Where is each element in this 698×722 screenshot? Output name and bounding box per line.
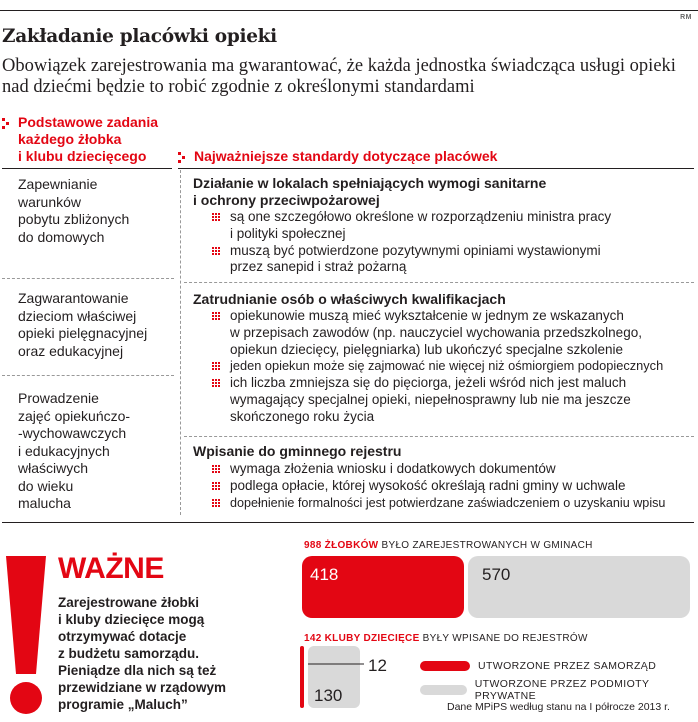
standard-section-title — [193, 291, 506, 308]
task-line: dzieciom właściwej — [18, 307, 137, 324]
arrow-icon — [2, 117, 12, 134]
section-title-line: Zatrudnianie osób o właściwych kwalifikacjach — [193, 291, 506, 307]
standard-bullet-list — [212, 308, 692, 426]
chart2-bar-public — [300, 646, 304, 708]
standard-bullet — [212, 209, 692, 243]
task-line: -wychowawczych — [18, 425, 127, 441]
important-line: programie „Maluch” — [58, 697, 188, 712]
legend — [420, 660, 698, 702]
chart2-svg — [300, 646, 400, 708]
legend-label: UTWORZONE PRZEZ PODMIOTY PRYWATNE — [474, 678, 650, 702]
legend-label: UTWORZONE PRZEZ SAMORZĄD — [478, 660, 657, 672]
chart1-caption-rest: BYŁO ZAREJESTROWANYCH W GMINACH — [378, 540, 593, 551]
task-line: Prowadzenie — [18, 390, 99, 406]
right-column-heading — [178, 148, 497, 164]
task-line: zajęć opiekuńczo- — [18, 407, 131, 424]
important-line: otrzymywać dotacje — [58, 629, 187, 644]
bullet-line: skończonego roku życia — [230, 408, 375, 424]
chart1-caption — [304, 540, 593, 551]
section-title-line: Wpisanie do gminnego rejestru — [193, 443, 402, 459]
task-line: właściwych — [18, 460, 89, 476]
section-separator — [184, 436, 694, 437]
task-1 — [18, 176, 178, 246]
bullet-line: są one szczegółowo określone w rozporządzeniu ministra pracy — [230, 209, 612, 224]
bullet-icon — [212, 362, 224, 372]
left-heading-line: każdego żłobka — [18, 131, 122, 147]
important-line: przewidziane w rządowym — [58, 680, 227, 695]
left-column-heading — [2, 114, 172, 165]
bullet-icon — [212, 213, 224, 223]
task-2 — [18, 290, 178, 360]
column-divider — [180, 170, 181, 515]
standard-section-title — [193, 175, 546, 209]
task-line: malucha — [18, 495, 71, 511]
standard-section-title — [193, 443, 401, 460]
bullet-line: i polityki społecznej — [230, 225, 346, 241]
chart2-caption-highlight: 142 KLUBY DZIECIĘCE — [304, 633, 420, 644]
important-line: Pieniądze dla nich są też — [58, 663, 217, 678]
important-text — [58, 594, 258, 713]
important-line: Zarejestrowane żłobki — [58, 595, 200, 610]
legend-item — [420, 660, 698, 672]
section-separator — [184, 282, 694, 283]
standard-bullet — [212, 243, 692, 277]
bullet-icon — [212, 312, 224, 322]
chart2-area — [300, 646, 400, 708]
chart1-label-public: 418 — [310, 565, 339, 584]
standard-bullet-list — [212, 209, 692, 276]
standard-bullet — [212, 495, 692, 512]
corner-mark: RM — [680, 14, 692, 21]
page-title: Zakładanie placówki opieki — [2, 26, 277, 47]
source-note: Dane MPiPS według stanu na I półrocze 2013 r. — [447, 701, 670, 713]
important-line: i kluby dziecięce mogą — [58, 612, 205, 627]
task-line: opieki pielęgnacyjnej — [18, 325, 148, 341]
legend-swatch-gray — [420, 685, 467, 695]
task-line: oraz edukacyjnej — [18, 342, 124, 359]
legend-item — [420, 678, 698, 702]
standard-bullet — [212, 375, 692, 425]
standard-bullet — [212, 461, 692, 478]
left-heading-line: i klubu dziecięcego — [18, 148, 147, 164]
task-line: warunków — [18, 193, 82, 210]
chart1-caption-highlight: 988 ŻŁOBKÓW — [304, 540, 379, 551]
bullet-line: jeden opiekun może się zajmować nie więcej niż ośmiorgiem podopiecznych — [230, 358, 664, 374]
task-3 — [18, 390, 178, 513]
important-line: z budżetu samorządu. — [58, 646, 200, 661]
bullet-icon — [212, 482, 224, 492]
bullet-line: podlega opłacie, której wysokość określają radni gminy w uchwale — [230, 477, 626, 493]
chart1-label-private: 570 — [482, 565, 511, 584]
bullet-icon — [212, 499, 224, 509]
bullet-line: ich liczba zmniejsza się do pięciorga, jeżeli wśród nich jest maluch — [230, 375, 627, 391]
left-heading-rule — [2, 168, 172, 169]
section-title-line: Działanie w lokalach spełniających wymogi sanitarne — [193, 175, 547, 191]
bullet-line: w przepisach zawodów (np. nauczyciel wychowania przedszkolnego, — [230, 324, 642, 340]
task-separator — [2, 375, 174, 376]
task-line: Zapewnianie — [18, 176, 98, 192]
top-rule — [0, 10, 698, 11]
right-heading-rule — [178, 168, 694, 169]
lead-paragraph: Obowiązek zarejestrowania ma gwarantować, że każda jednostka świadcząca usługi opieki nad dziećmi będzie to robić zgodnie z określonymi standardami — [2, 56, 676, 97]
bullet-line: muszą być potwierdzone pozytywnymi opiniami wystawionymi — [230, 242, 601, 258]
task-line: pobytu zbliżonych — [18, 211, 130, 227]
bullet-line: wymaga złożenia wniosku i dodatkowych dokumentów — [230, 461, 556, 476]
exclamation-icon — [4, 556, 48, 716]
chart2-caption — [304, 633, 588, 644]
section-title-line: i ochrony przeciwpożarowej — [193, 192, 380, 208]
chart2-label-public: 12 — [368, 656, 387, 675]
task-line: i edukacyjnych — [18, 442, 110, 459]
standard-bullet — [212, 308, 692, 358]
bullet-icon — [212, 465, 224, 475]
chart2-label-private: 130 — [314, 686, 343, 705]
bullet-line: opiekunowie muszą mieć wykształcenie w jednym ze wskazanych — [230, 308, 624, 323]
bullet-line: przez sanepid i straż pożarną — [230, 259, 407, 275]
left-heading-line: Podstawowe zadania — [18, 114, 159, 130]
bullet-line: opiekun dziecięcy, pielęgniarka) lub ukończyć specjalne szkolenie — [230, 341, 623, 357]
task-line: do wieku — [18, 477, 74, 494]
standard-bullet — [212, 478, 692, 495]
table-bottom-rule — [2, 522, 694, 523]
chart1-area — [302, 556, 692, 618]
important-heading: WAŻNE — [58, 552, 164, 585]
chart2-caption-rest: BYŁY WPISANE DO REJESTRÓW — [419, 633, 588, 644]
chart1-svg — [302, 556, 690, 618]
bullet-line: wymagający specjalnej opieki, niepełnosprawny lub nie ma jeszcze — [230, 391, 631, 407]
task-line: do domowych — [18, 228, 105, 245]
standard-bullet — [212, 358, 692, 375]
standard-bullet-list — [212, 461, 692, 511]
right-heading-text: Najważniejsze standardy dotyczące placówek — [194, 148, 498, 164]
task-line: Zagwarantowanie — [18, 290, 129, 306]
bullet-icon — [212, 379, 224, 389]
legend-swatch-red — [420, 661, 470, 671]
arrow-icon — [178, 151, 188, 167]
task-separator — [2, 278, 174, 279]
bullet-icon — [212, 247, 224, 257]
bullet-line: dopełnienie formalności jest potwierdzane zaświadczeniem o uzyskaniu wpisu — [230, 495, 666, 510]
